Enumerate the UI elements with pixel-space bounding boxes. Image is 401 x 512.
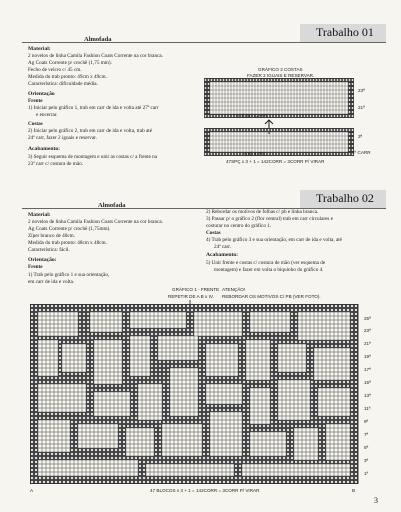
s1-material-0: 2 novelos de linha Camila Fashion Coats Corrente na cor branca. bbox=[28, 53, 163, 59]
s2-row-11: 11ª bbox=[364, 406, 371, 411]
s1-frente-0: 1) Iniciar pelo gráfico 1, trab em carr de ida e volta até 27ª carr bbox=[28, 105, 159, 111]
s2-row-21: 21ª bbox=[364, 341, 371, 346]
s2-frente-label: Frente bbox=[28, 264, 43, 270]
s2-row-19: 19ª bbox=[364, 354, 371, 359]
s2-costas-1: 24ª carr. bbox=[214, 244, 231, 250]
s2-row-17: 17ª bbox=[364, 367, 371, 372]
s1-acabamento-label: Acabamento: bbox=[28, 146, 61, 152]
s2-row-3: 3ª bbox=[364, 458, 369, 463]
s2-row-1: 1ª bbox=[364, 471, 369, 476]
s1-material-label: Material: bbox=[28, 46, 51, 52]
s2-chart-subtitle: REPETIR DE A B x IV. bbox=[168, 294, 214, 299]
s1-acabamento-0: 3) Seguir esquema de montagem e unir as costas c/ a frente na bbox=[28, 154, 158, 160]
s2-frente-1: em carr de ida e volta. bbox=[28, 279, 75, 285]
s1-chart-subtitle: FAZER 2 IGUAIS E RESERVAR. bbox=[247, 73, 315, 78]
s2-frente-grid bbox=[30, 304, 360, 484]
s1-material-4: Característica: dificuldade média. bbox=[28, 81, 98, 87]
s1-ate-47: ATÉ 47PC bbox=[244, 151, 266, 156]
s1-orientacao-label: Orientação bbox=[28, 91, 55, 97]
s1-material-3: Medida do trab pronto: 49cm x 49cm. bbox=[28, 74, 107, 80]
s2-acabamento-1: montagem) e fazer em volta o biquinho do gráfico 4. bbox=[214, 267, 324, 273]
s1-material-2: Fecho de velcro c/ 45 cm. bbox=[28, 67, 82, 73]
s1-row-23: 23ª bbox=[358, 88, 365, 93]
s2-material-1: Ag Coats Corrente p/ crochê (1,75mm). bbox=[28, 226, 111, 232]
s2-costas-0: 4) Trab pelo gráfico 3 e sua orientação, em carr de ida e volta, até bbox=[206, 237, 342, 243]
s2-frente-0: 1) Trab pelo gráfico 1 e sua orientação, bbox=[28, 272, 110, 278]
s2-col-a: A bbox=[30, 488, 34, 493]
s2-chart-footer: 47 BLOCOS x 3 + 1 = 142CORR = 3CORR P/ VIRAR bbox=[150, 488, 260, 493]
s2-row-7: 7ª bbox=[364, 432, 369, 437]
s2-material-3: Medida do trab pronto: 48cm x 48cm. bbox=[28, 240, 107, 246]
s2-right-1: 3) Passar p/ o gráfico 2 (flor central) trab em carr circulares e bbox=[206, 216, 334, 222]
s1-row-21: 21ª bbox=[358, 105, 365, 110]
s2-right-2: costurar no centro do gráfico 1. bbox=[206, 223, 272, 229]
s1-ate-21: ATÉ 21ª CARR bbox=[236, 113, 267, 118]
s1-chart-title: GRÁFICO 2 COSTAS bbox=[258, 67, 303, 72]
s2-material-2: Zíper branco de 40cm. bbox=[28, 233, 75, 239]
section1-title: Trabalho 01 bbox=[316, 25, 374, 39]
page-number: 3 bbox=[374, 496, 378, 505]
s2-row-15: 15ª bbox=[364, 380, 371, 385]
s2-row-13: 13ª bbox=[364, 393, 371, 398]
s1-acabamento-1: 23ª carr c/ costura de mão. bbox=[28, 161, 84, 167]
section1-product: Almofada bbox=[84, 36, 112, 43]
s2-row-25: 25ª bbox=[364, 316, 371, 321]
s1-row-3: 3ª bbox=[358, 134, 363, 139]
s1-costas-grid-top bbox=[204, 78, 356, 118]
s1-costas-grid-bottom bbox=[204, 128, 356, 156]
s2-material-0: 2 novelos de linha Camila Fashion Coats Corrente na cor branca. bbox=[28, 219, 163, 225]
s2-right-0: 2) Rebordar os motivos de folhas c/ pb e linha branca. bbox=[206, 209, 319, 215]
s1-costas-0: 2) Iniciar pelo gráfico 2, trab em carr de ida e volta, trab até bbox=[28, 128, 153, 134]
s2-chart-title: GRÁFICO 1 - FRENTE bbox=[172, 287, 220, 292]
s1-costas-label: Costas bbox=[28, 121, 43, 127]
s2-acabamento-0: 5) Unir frente e costas c/ costura de mão (ver esquema de bbox=[206, 260, 326, 266]
s1-costas-1: 24ª carr, fazer 2 iguais e reservar. bbox=[28, 135, 97, 141]
section2-title: Trabalho 02 bbox=[316, 191, 374, 205]
s1-frente-label: Frente bbox=[28, 98, 43, 104]
section1-rule bbox=[22, 42, 386, 43]
section2-product: Almofada bbox=[98, 202, 126, 209]
section2-rule bbox=[22, 208, 386, 209]
s2-material-label: Material: bbox=[28, 212, 51, 218]
s2-acabamento-label: Acabamento: bbox=[206, 252, 239, 258]
s2-row-5: 5ª bbox=[364, 445, 369, 450]
s2-row-9: 9ª bbox=[364, 419, 369, 424]
s2-costas-label: Costas bbox=[206, 230, 221, 236]
s2-material-4: Característica: fácil. bbox=[28, 247, 70, 253]
s2-orientacao-label: Orientação: bbox=[28, 257, 57, 263]
s1-frente-1: e encerrar. bbox=[36, 112, 58, 118]
s1-row-1: 1ª CARR bbox=[352, 150, 371, 155]
s1-material-1: Ag Coats Corrente p/ crochê (1,75 mm). bbox=[28, 60, 112, 66]
s2-atencao-title: ATENÇÃO! bbox=[222, 287, 246, 292]
s1-chart-footer: 47SPÇ x 3 + 1 = 142CORR = 3CORR P/ VIRAR bbox=[226, 159, 325, 164]
s2-atencao-text: REBORDAR OS MOTIVOS C/ PB (VER FOTO). bbox=[222, 294, 321, 299]
s2-row-23: 23ª bbox=[364, 328, 371, 333]
s2-col-b: B bbox=[352, 488, 356, 493]
